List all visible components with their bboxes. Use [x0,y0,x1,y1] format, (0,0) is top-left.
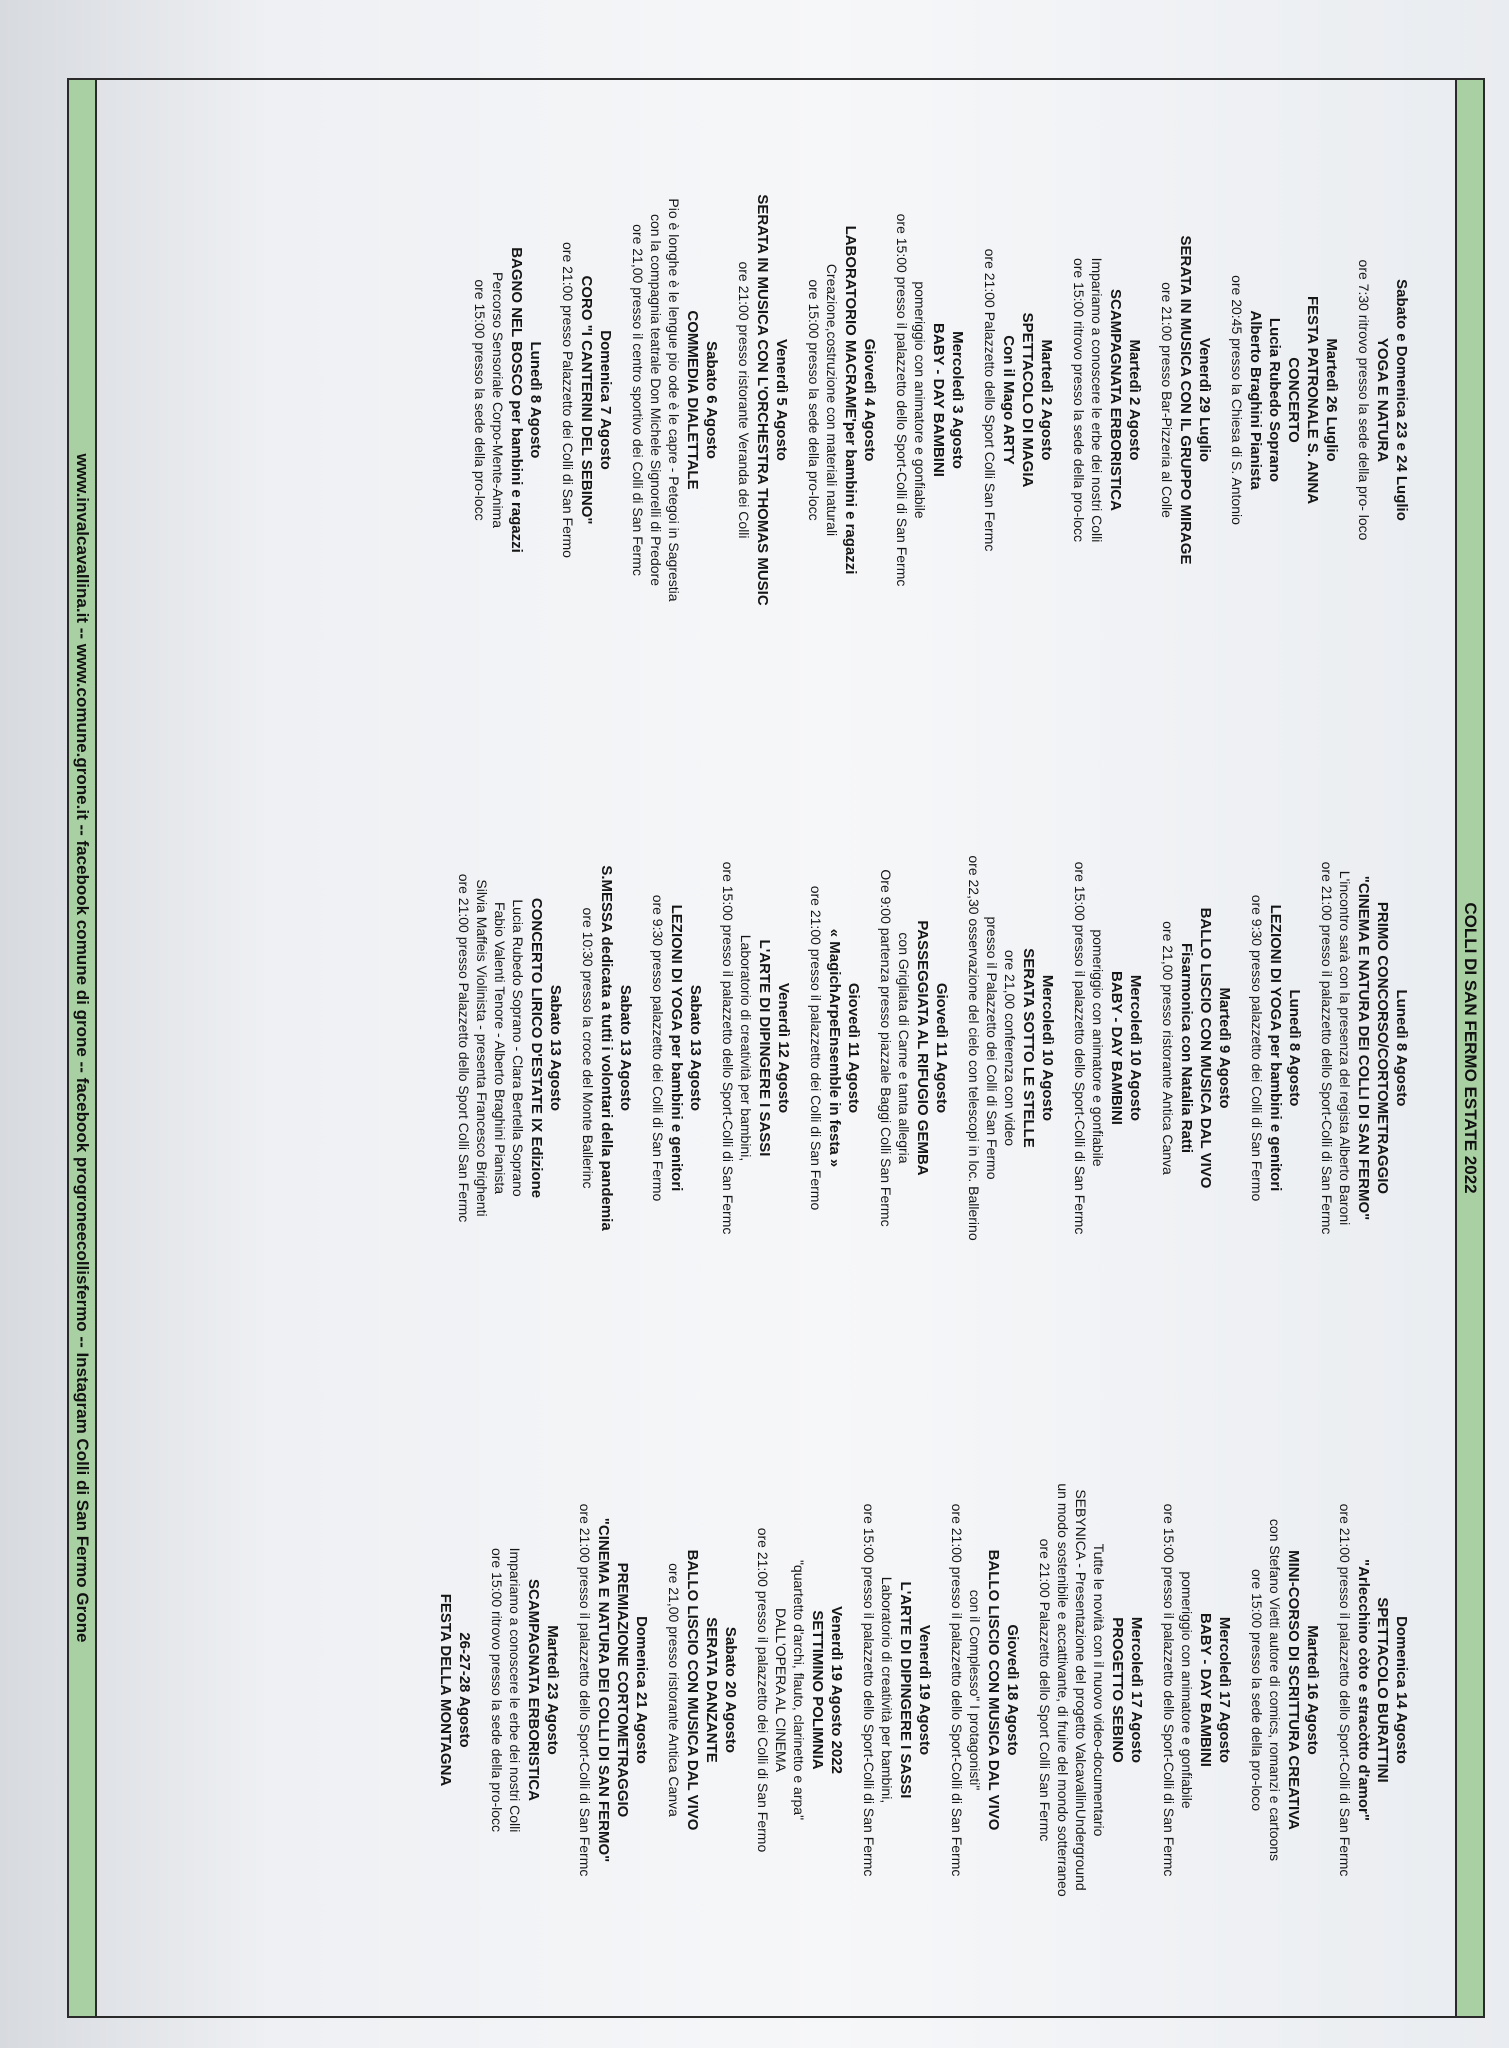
event-item [665,1380,740,2000]
event-detail: con Grigliata di Carne e tanta allegria [896,932,912,1164]
event-title: SERATA SOTTO LE STELLE [1020,948,1037,1148]
event-item [436,1380,474,2000]
event-item [735,90,791,710]
events-column-2 [441,738,1411,1358]
event-detail: ore 22,30 osservazione del cielo con telescopi in loc. Ballerino [966,855,982,1241]
event-item [965,738,1057,1358]
event-date: Lunedì 8 Agosto [527,341,544,459]
event-detail: ore 15:00 presso il palazzetto dello Sport-Colli di San Fermc [1161,1503,1177,1877]
event-detail: ore 21:00 presso il palazzetto dei Colli di San Fermo [755,1527,771,1853]
event-title: SERATA IN MUSICA CON L'ORCHESTRA THOMAS MUSIC [754,194,771,606]
event-date: Sabato e Domenica 23 e 24 Luglio [1393,279,1410,521]
event-detail: ore 21:00 Palazzetto dello Sport Colli San Fermc [982,248,998,552]
event-item [877,738,951,1358]
event-item [1160,1380,1234,2000]
event-date: Lunedì 8 Agosto [1393,989,1410,1107]
event-date: Venerdì 19 Agosto 2022 [828,1606,845,1774]
event-date: Venerdì 5 Agosto [773,339,790,461]
event-title: BALLO LISCIO CON MUSICA DAL VIVO [684,1549,701,1831]
event-detail: ore 15:00 presso il palazzetto dello Sport-Colli di San Fermc [720,861,736,1235]
event-item [754,1380,846,2000]
event-date: Sabato 13 Agosto [547,984,564,1112]
flyer-frame [97,78,1455,2018]
event-title: PROGETTO SEBINO [1109,1617,1126,1763]
event-date: Sabato 6 Agosto [703,341,720,459]
event-title: L'ARTE DI DIPINGERE I SASSI [756,939,773,1157]
event-item [1071,738,1145,1358]
event-detail: ore 21:00 presso il palazzetto dello Sport-Colli di San Fermc [1319,861,1335,1235]
event-title: BABY - DAY BAMBINI [1197,1613,1214,1767]
event-date: Martedì 26 Luglio [1323,338,1340,462]
event-detail: ore 9:30 presso palazzetto dei Colli di San Fermo [650,894,666,1202]
event-detail: ore 15:00 presso la sede della pro-locc [806,279,822,521]
event-item [805,90,879,710]
event-detail: ore 21:00 presso il palazzetto dei Colli di San Fermo [808,885,824,1211]
event-item [1248,1380,1322,2000]
event-detail: ore 21,00 conferenza con video [1002,949,1018,1147]
event-item [1248,738,1304,1358]
event-item [981,90,1056,710]
event-title: Con il Mago ARTY [1000,335,1017,465]
event-detail: ore 21:00 presso Palazzetto dei Colli di San Fermo [560,242,576,558]
event-detail: Lucia Rubedo Soprano - Clara Bertella Soprano [510,899,526,1197]
event-item [1318,738,1411,1358]
events-column-3 [422,1380,1411,2000]
event-date: Lunedì 8 Agosto [1286,989,1303,1107]
event-date: Venerdì 12 Agosto [775,982,792,1114]
event-title: SERATA DANZANTE [703,1617,720,1763]
event-title: SCAMPAGNATA ERBORISTICA [525,1579,542,1801]
event-title: CONCERTO LIRICO D'ESTATE IX Edizione [528,897,545,1199]
event-detail: con Stefano Vietti autore di comics, romanzi e cartoons [1267,1518,1283,1862]
event-title: CORO "I CANTERINI DEL SEBINO" [578,275,595,525]
event-date: Giovedì 11 Agosto [933,982,950,1114]
event-detail: con la compagnia teatrale Don Michele Signorelli di Predore [648,214,664,586]
event-item [1158,90,1214,710]
event-detail: ore 9:30 presso palazzetto dei Colli di San Fermo [1249,894,1265,1202]
event-date: Sabato 13 Agosto [687,984,704,1112]
event-detail: pomeriggio con animatore e gonfiabile [1179,1571,1195,1809]
event-title: BAGNO NEL BOSCO per bambini e ragazzi [508,247,525,553]
event-detail: ore 7:30 ritrovo presso la sede della pro- loco [1356,259,1372,541]
event-item [1355,90,1411,710]
event-date: Mercoledì 17 Agosto [1216,1616,1233,1764]
event-title: PRIMO CONCORSO/CORTOMETRAGGIO [1374,901,1391,1195]
event-date: Giovedì 11 Agosto [845,982,862,1114]
event-detail: ore 21:00 Palazzetto dello Sport Colli San Fermc [1037,1538,1053,1842]
event-item [579,738,635,1358]
event-detail: ore 15:00 presso la sede della pro-locc [472,279,488,521]
event-title: L'ARTE DI DIPINGERE I SASSI [897,1581,914,1799]
event-title: LABORATORIO MACRAME'per bambini e ragazzi [842,225,859,575]
event-item [629,90,721,710]
event-detail: Fabio Valenti Tenore - Alberto Braghini Pianista [492,901,508,1195]
event-detail: ore 15:00 presso la sede della pro-loco [1249,1568,1265,1812]
event-detail: ore 21:00 presso il palazzetto dello Sport-Colli di San Fermc [949,1503,965,1877]
event-item [649,738,705,1358]
event-item [807,738,863,1358]
event-detail: pomeriggio con animatore e gonfiabile [1090,929,1106,1167]
event-title: Lucia Rubedo Soprano [1266,317,1283,483]
event-date: Domenica 14 Agosto [1393,1616,1410,1764]
event-title: LEZIONI DI YOGA per bambini e genitori [1267,904,1284,1192]
event-title: BABY - DAY BAMBINI [930,323,947,477]
event-date: Martedì 2 Agosto [1038,339,1055,461]
event-date: Domenica 21 Agosto [633,1616,650,1764]
event-date: Martedì 2 Agosto [1126,339,1143,461]
event-item [1336,1380,1411,2000]
event-detail: Ore 9:00 partenza presso piazzale Baggi Colli San Fermc [878,869,894,1227]
event-item [860,1380,934,2000]
event-item [455,738,565,1358]
footer-links: www.invalcavallina.it -- www.comune.grone.it -- facebook comune di grone -- facebook progroneecollisfermo -- Instagram Colli di San Fermo Grone [67,78,97,2018]
event-title: SERATA IN MUSICA CON IL GRUPPO MIRAGE [1177,235,1194,565]
event-date: Mercoledì 17 Agosto [1128,1616,1145,1764]
event-detail: ore 21:00 presso il palazzetto dello Sport-Colli di San Fermc [577,1503,593,1877]
event-detail: Pio è longhe è le lengue pio ode è le capre - Petegoi in Sagrestia [666,198,682,602]
event-item [1036,1380,1146,2000]
event-title: SCAMPAGNATA ERBORISTICA [1107,289,1124,511]
event-detail: ore 15:00 ritrovo presso la sede della pro-locc [489,1547,505,1833]
event-title: SETTIMINO POLIMNIA [809,1610,826,1770]
event-title: "CINEMA E NATURA DEI COLLI DI SAN FERMO" [595,1517,612,1863]
event-detail: Percorso Sensoriale Corpo-Mente-Anima [490,272,506,528]
event-title: "CINEMA E NATURA DEI COLLI DI SAN FERMO" [1355,875,1372,1221]
event-item [488,1380,562,2000]
event-detail: Laboratorio di creatività per bambini, [879,1576,895,1804]
event-title: PREMIAZIONE CORTOMETRAGGIO [614,1562,631,1818]
event-date: Martedì 23 Agosto [544,1625,561,1755]
event-item [1228,90,1341,710]
event-title: FESTA DELLA MONTAGNA [437,1593,454,1787]
event-item [719,738,793,1358]
event-title: PASSEGGIATA AL RIFUGIO GEMBA [914,920,931,1176]
event-title: SPETTACOLO BURATTINI [1374,1597,1391,1783]
event-title: BALLO LISCIO CON MUSICA DAL VIVO [985,1549,1002,1831]
event-detail: ore 15:00 presso il palazzetto dello Sport-Colli di San Fermc [1072,861,1088,1235]
event-date: 26-27-28 Agosto [456,1632,473,1748]
event-detail: Tutte le novità con il nuovo video-documentario [1091,1543,1107,1837]
event-date: Martedì 9 Agosto [1216,987,1233,1109]
event-detail: Creazione,costruzione con materiali naturali [824,263,840,537]
event-detail: presso il Palazzetto dei Colli di San Fermo [984,916,1000,1180]
event-date: Mercoledì 3 Agosto [949,331,966,469]
event-item [948,1380,1022,2000]
event-title: SPETTACOLO DI MAGIA [1019,312,1036,488]
event-title: LEZIONI DI YOGA per bambini e genitori [668,904,685,1192]
event-date: Sabato 13 Agosto [617,984,634,1112]
event-detail: ore 20:45 presso la Chiesa di S. Antonio [1229,275,1245,525]
event-title: FESTA PATRONALE S. ANNA [1304,295,1321,505]
event-item [893,90,967,710]
event-title: COMMEDIA DIALETTALE [684,310,701,490]
event-detail: un modo sostenibile e accattivante, di fruire del mondo sotterraneo [1055,1483,1071,1897]
event-title: Fisarmonica con Natalia Ratti [1178,942,1195,1154]
event-date: Venerdì 19 Agosto [916,1624,933,1756]
event-detail: ore 15:00 presso il palazzetto dello Sport-Colli di San Fermc [861,1503,877,1877]
event-title: MINI-CORSO DI SCRITTURA CREATIVA [1285,1550,1302,1830]
event-detail: ore 21,00 presso ristorante Antica Canva [666,1563,682,1817]
event-detail: Impariamo a conoscere le erbe dei nostri Colli [1089,257,1105,543]
event-date: Mercoledì 10 Agosto [1127,974,1144,1122]
event-title: BALLO LISCIO CON MUSICA DAL VIVO [1197,907,1214,1189]
event-title: Alberto Braghini Pianista [1247,310,1264,490]
event-detail: con il Complesso" I protagonisti" [967,1589,983,1791]
event-detail: Laboratorio di creatività per bambini, [738,934,754,1162]
event-date: Sabato 20 Agosto [722,1626,739,1754]
event-date: Domenica 7 Agosto [597,330,614,470]
page-title: COLLI DI SAN FERMO ESTATE 2022 [1455,78,1485,2018]
event-detail: SEBYNICA - Presentazione del progetto ValcavallinUnderground [1073,1489,1089,1891]
event-title: BABY - DAY BAMBINI [1108,971,1125,1125]
event-date: Giovedì 18 Agosto [1004,1624,1021,1756]
event-detail: ore 21,00 presso ristorante Antica Canva [1160,921,1176,1175]
event-item [1070,90,1144,710]
event-detail: ore 21:00 presso ristorante Veranda dei Colli [736,261,752,539]
event-detail: ore 10:30 presso la croce del Monte Ballerinc [580,907,596,1189]
event-date: Venerdì 29 Luglio [1196,337,1213,463]
event-detail: Impariamo a conoscere le erbe dei nostri Colli [507,1547,523,1833]
event-date: Martedì 16 Agosto [1304,1625,1321,1755]
event-title: « MagichArpeEnsemble in festa » [826,928,843,1168]
events-column-1 [457,90,1411,710]
event-detail: ore 15:00 presso il palazzetto dello Sport-Colli di San Fermc [894,213,910,587]
event-title: S.MESSA dedicata a tutti i volontari della pandemia [598,865,615,1231]
event-detail: Silvia Maffeis Violinista - presenta Francesco Brighenti [474,879,490,1217]
event-title: YOGA E NATURA [1374,337,1391,463]
event-detail: ore 21,00 presso il centro sportivo dei Colli di San Fermc [630,224,646,576]
event-detail: ore 21:00 presso il palazzetto dello Sport-Colli di San Fermc [1337,1503,1353,1877]
event-title: CONCERTO [1285,357,1302,443]
event-item [559,90,615,710]
event-date: Mercoledì 10 Agosto [1039,974,1056,1122]
event-detail: "quartetto d'archi, flauto, clarinetto e arpa" [791,1559,807,1821]
event-detail: ore 15:00 ritrovo presso la sede della pro-locc [1071,257,1087,543]
event-item [1159,738,1234,1358]
flyer-sheet [65,78,1485,2018]
event-detail: ore 21:00 presso Palazzetto dello Sport Colli San Fermc [456,873,472,1223]
event-detail: pomeriggio con animatore e gonfiabile [912,281,928,519]
event-item [471,90,545,710]
event-detail: ore 21:00 presso Bar-Pizzeria al Colle [1159,282,1175,518]
event-detail: DALL'OPERA AL CINEMA [773,1608,789,1772]
event-date: Giovedì 4 Agosto [861,338,878,462]
event-title: "Arlecchino còto e stracòtto d'amor" [1355,1558,1372,1821]
event-detail: L'incontro sarà con la presenza del regista Alberto Baroni [1337,870,1353,1226]
event-item [576,1380,651,2000]
